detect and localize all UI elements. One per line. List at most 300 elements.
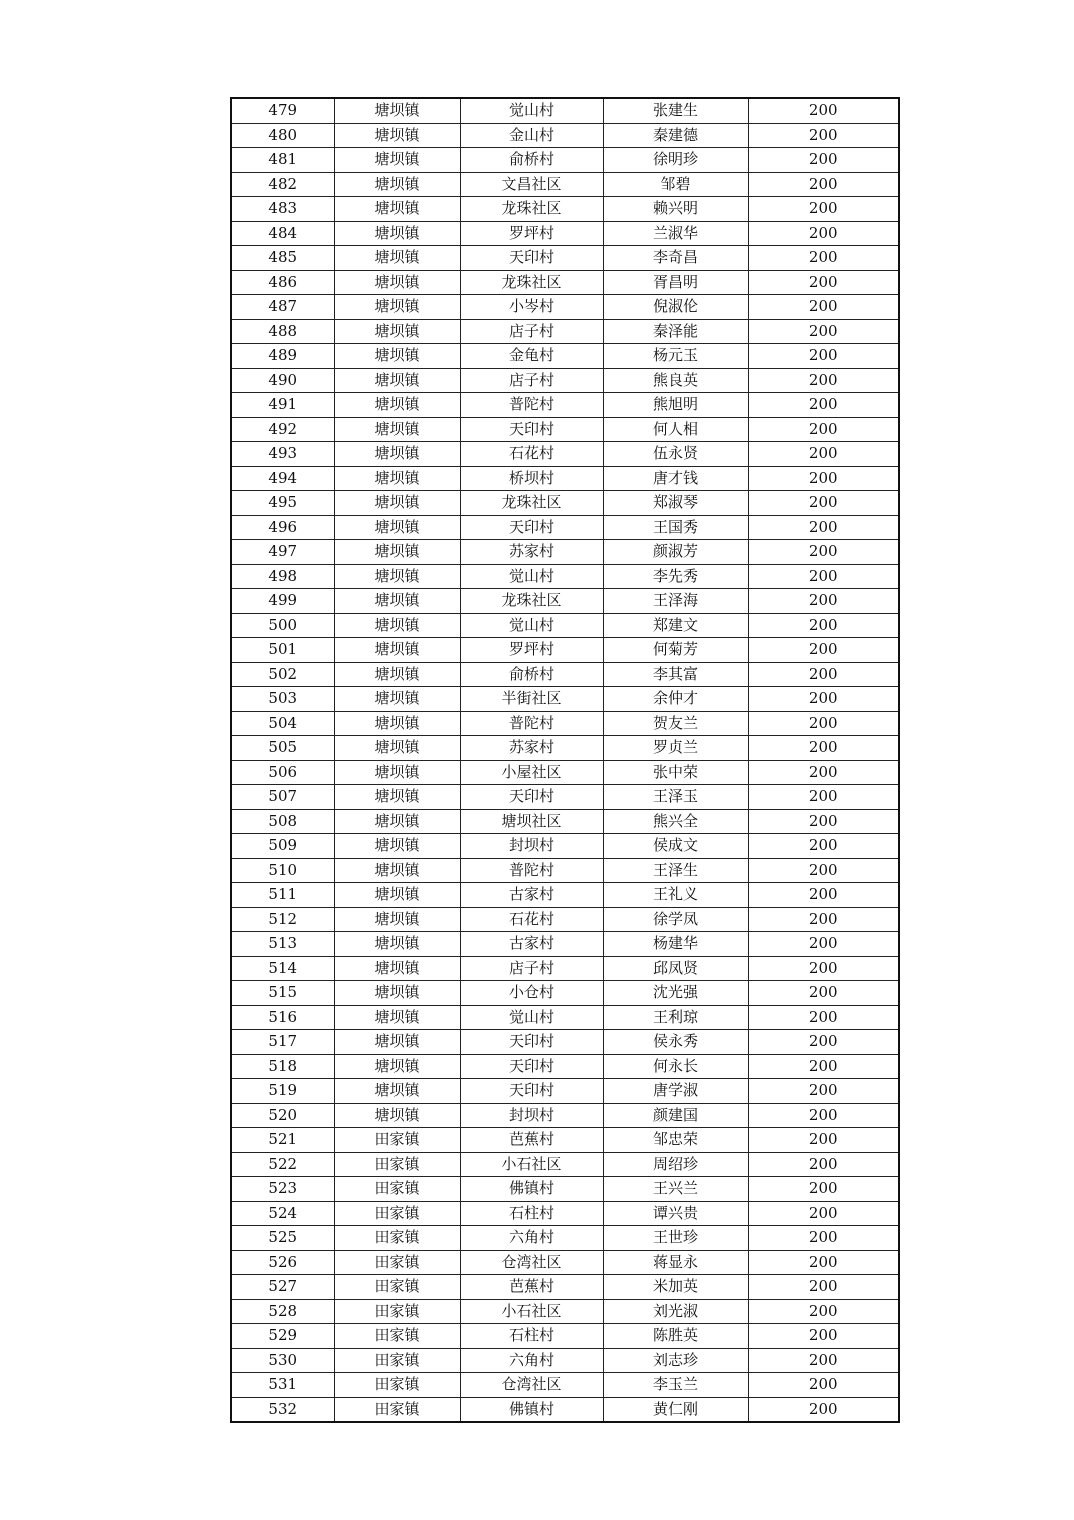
serial-number-cell: 520 xyxy=(231,1103,334,1128)
name-cell: 唐学淑 xyxy=(603,1079,748,1104)
table-row xyxy=(231,1177,899,1202)
town-cell: 塘坝镇 xyxy=(334,956,460,981)
name-cell: 熊兴全 xyxy=(603,809,748,834)
town-cell: 田家镇 xyxy=(334,1275,460,1300)
amount-cell: 200 xyxy=(748,1005,899,1030)
village-cell: 觉山村 xyxy=(460,1005,603,1030)
town-cell: 塘坝镇 xyxy=(334,1054,460,1079)
serial-number-cell: 504 xyxy=(231,711,334,736)
amount-cell: 200 xyxy=(748,1054,899,1079)
amount-cell: 200 xyxy=(748,1324,899,1349)
village-cell: 天印村 xyxy=(460,417,603,442)
town-cell: 田家镇 xyxy=(334,1299,460,1324)
amount-cell: 200 xyxy=(748,172,899,197)
table-row xyxy=(231,295,899,320)
table-row xyxy=(231,858,899,883)
amount-cell: 200 xyxy=(748,1103,899,1128)
town-cell: 塘坝镇 xyxy=(334,172,460,197)
village-cell: 佛镇村 xyxy=(460,1177,603,1202)
name-cell: 伍永贤 xyxy=(603,442,748,467)
amount-cell: 200 xyxy=(748,981,899,1006)
amount-cell: 200 xyxy=(748,1250,899,1275)
name-cell: 侯永秀 xyxy=(603,1030,748,1055)
name-cell: 颜建国 xyxy=(603,1103,748,1128)
amount-cell: 200 xyxy=(748,197,899,222)
village-cell: 罗坪村 xyxy=(460,638,603,663)
table-row xyxy=(231,1250,899,1275)
town-cell: 塘坝镇 xyxy=(334,319,460,344)
serial-number-cell: 495 xyxy=(231,491,334,516)
amount-cell: 200 xyxy=(748,442,899,467)
town-cell: 塘坝镇 xyxy=(334,466,460,491)
table-row xyxy=(231,883,899,908)
town-cell: 塘坝镇 xyxy=(334,540,460,565)
table-row xyxy=(231,1079,899,1104)
amount-cell: 200 xyxy=(748,515,899,540)
village-cell: 天印村 xyxy=(460,1054,603,1079)
table-row xyxy=(231,197,899,222)
serial-number-cell: 500 xyxy=(231,613,334,638)
town-cell: 塘坝镇 xyxy=(334,932,460,957)
table-row xyxy=(231,638,899,663)
serial-number-cell: 531 xyxy=(231,1373,334,1398)
amount-cell: 200 xyxy=(748,393,899,418)
town-cell: 塘坝镇 xyxy=(334,760,460,785)
name-cell: 颜淑芳 xyxy=(603,540,748,565)
town-cell: 塘坝镇 xyxy=(334,834,460,859)
town-cell: 塘坝镇 xyxy=(334,638,460,663)
town-cell: 田家镇 xyxy=(334,1324,460,1349)
town-cell: 塘坝镇 xyxy=(334,981,460,1006)
table-row xyxy=(231,270,899,295)
table-row xyxy=(231,442,899,467)
name-cell: 郑淑琴 xyxy=(603,491,748,516)
table-row xyxy=(231,417,899,442)
name-cell: 胥昌明 xyxy=(603,270,748,295)
village-cell: 金山村 xyxy=(460,123,603,148)
name-cell: 蒋显永 xyxy=(603,1250,748,1275)
town-cell: 塘坝镇 xyxy=(334,858,460,883)
serial-number-cell: 510 xyxy=(231,858,334,883)
village-cell: 龙珠社区 xyxy=(460,270,603,295)
table-row xyxy=(231,981,899,1006)
amount-cell: 200 xyxy=(748,760,899,785)
town-cell: 塘坝镇 xyxy=(334,197,460,222)
amount-cell: 200 xyxy=(748,711,899,736)
amount-cell: 200 xyxy=(748,368,899,393)
name-cell: 王国秀 xyxy=(603,515,748,540)
amount-cell: 200 xyxy=(748,540,899,565)
town-cell: 塘坝镇 xyxy=(334,221,460,246)
village-cell: 龙珠社区 xyxy=(460,197,603,222)
name-cell: 余仲才 xyxy=(603,687,748,712)
table-row xyxy=(231,393,899,418)
serial-number-cell: 482 xyxy=(231,172,334,197)
amount-cell: 200 xyxy=(748,148,899,173)
name-cell: 李奇昌 xyxy=(603,246,748,271)
table-row xyxy=(231,736,899,761)
serial-number-cell: 523 xyxy=(231,1177,334,1202)
village-cell: 小仓村 xyxy=(460,981,603,1006)
serial-number-cell: 497 xyxy=(231,540,334,565)
serial-number-cell: 511 xyxy=(231,883,334,908)
serial-number-cell: 507 xyxy=(231,785,334,810)
name-cell: 李玉兰 xyxy=(603,1373,748,1398)
table-row xyxy=(231,662,899,687)
table-row xyxy=(231,1397,899,1422)
town-cell: 塘坝镇 xyxy=(334,613,460,638)
town-cell: 塘坝镇 xyxy=(334,1103,460,1128)
name-cell: 杨建华 xyxy=(603,932,748,957)
amount-cell: 200 xyxy=(748,613,899,638)
village-cell: 觉山村 xyxy=(460,613,603,638)
town-cell: 田家镇 xyxy=(334,1397,460,1422)
serial-number-cell: 496 xyxy=(231,515,334,540)
table-row xyxy=(231,148,899,173)
village-cell: 石花村 xyxy=(460,442,603,467)
serial-number-cell: 522 xyxy=(231,1152,334,1177)
village-cell: 金龟村 xyxy=(460,344,603,369)
table-row xyxy=(231,834,899,859)
serial-number-cell: 483 xyxy=(231,197,334,222)
table-row xyxy=(231,589,899,614)
name-cell: 张建生 xyxy=(603,98,748,123)
name-cell: 秦泽能 xyxy=(603,319,748,344)
amount-cell: 200 xyxy=(748,1275,899,1300)
name-cell: 王泽生 xyxy=(603,858,748,883)
town-cell: 塘坝镇 xyxy=(334,270,460,295)
table-row xyxy=(231,172,899,197)
amount-cell: 200 xyxy=(748,221,899,246)
serial-number-cell: 498 xyxy=(231,564,334,589)
village-cell: 普陀村 xyxy=(460,711,603,736)
amount-cell: 200 xyxy=(748,1128,899,1153)
village-cell: 文昌社区 xyxy=(460,172,603,197)
town-cell: 塘坝镇 xyxy=(334,809,460,834)
town-cell: 塘坝镇 xyxy=(334,344,460,369)
amount-cell: 200 xyxy=(748,319,899,344)
town-cell: 田家镇 xyxy=(334,1373,460,1398)
village-cell: 半街社区 xyxy=(460,687,603,712)
name-cell: 王利琼 xyxy=(603,1005,748,1030)
town-cell: 塘坝镇 xyxy=(334,295,460,320)
table-row xyxy=(231,1103,899,1128)
table-row xyxy=(231,1005,899,1030)
serial-number-cell: 487 xyxy=(231,295,334,320)
table-row xyxy=(231,907,899,932)
serial-number-cell: 526 xyxy=(231,1250,334,1275)
village-cell: 店子村 xyxy=(460,368,603,393)
amount-cell: 200 xyxy=(748,638,899,663)
table-row xyxy=(231,1152,899,1177)
amount-cell: 200 xyxy=(748,1348,899,1373)
amount-cell: 200 xyxy=(748,1226,899,1251)
serial-number-cell: 508 xyxy=(231,809,334,834)
amount-cell: 200 xyxy=(748,1397,899,1422)
name-cell: 李先秀 xyxy=(603,564,748,589)
amount-cell: 200 xyxy=(748,809,899,834)
name-cell: 米加英 xyxy=(603,1275,748,1300)
town-cell: 塘坝镇 xyxy=(334,907,460,932)
amount-cell: 200 xyxy=(748,907,899,932)
table-row xyxy=(231,319,899,344)
town-cell: 塘坝镇 xyxy=(334,711,460,736)
amount-cell: 200 xyxy=(748,1152,899,1177)
village-cell: 石柱村 xyxy=(460,1201,603,1226)
amount-cell: 200 xyxy=(748,736,899,761)
serial-number-cell: 527 xyxy=(231,1275,334,1300)
village-cell: 俞桥村 xyxy=(460,662,603,687)
serial-number-cell: 512 xyxy=(231,907,334,932)
name-cell: 何永长 xyxy=(603,1054,748,1079)
table-row xyxy=(231,711,899,736)
name-cell: 周绍珍 xyxy=(603,1152,748,1177)
amount-cell: 200 xyxy=(748,589,899,614)
table-row xyxy=(231,466,899,491)
amount-cell: 200 xyxy=(748,1177,899,1202)
serial-number-cell: 514 xyxy=(231,956,334,981)
serial-number-cell: 502 xyxy=(231,662,334,687)
name-cell: 王世珍 xyxy=(603,1226,748,1251)
town-cell: 塘坝镇 xyxy=(334,123,460,148)
village-cell: 芭蕉村 xyxy=(460,1275,603,1300)
serial-number-cell: 506 xyxy=(231,760,334,785)
serial-number-cell: 515 xyxy=(231,981,334,1006)
town-cell: 塘坝镇 xyxy=(334,1079,460,1104)
amount-cell: 200 xyxy=(748,883,899,908)
table-row xyxy=(231,98,899,123)
serial-number-cell: 480 xyxy=(231,123,334,148)
table-row xyxy=(231,491,899,516)
village-cell: 觉山村 xyxy=(460,98,603,123)
village-cell: 塘坝社区 xyxy=(460,809,603,834)
village-cell: 封坝村 xyxy=(460,834,603,859)
village-cell: 芭蕉村 xyxy=(460,1128,603,1153)
name-cell: 侯成文 xyxy=(603,834,748,859)
name-cell: 邹碧 xyxy=(603,172,748,197)
name-cell: 王泽海 xyxy=(603,589,748,614)
serial-number-cell: 503 xyxy=(231,687,334,712)
table-row xyxy=(231,760,899,785)
village-cell: 佛镇村 xyxy=(460,1397,603,1422)
name-cell: 王礼义 xyxy=(603,883,748,908)
amount-cell: 200 xyxy=(748,956,899,981)
village-cell: 古家村 xyxy=(460,883,603,908)
serial-number-cell: 525 xyxy=(231,1226,334,1251)
serial-number-cell: 491 xyxy=(231,393,334,418)
amount-cell: 200 xyxy=(748,564,899,589)
table-row xyxy=(231,932,899,957)
name-cell: 徐学凤 xyxy=(603,907,748,932)
village-cell: 俞桥村 xyxy=(460,148,603,173)
town-cell: 塘坝镇 xyxy=(334,442,460,467)
serial-number-cell: 489 xyxy=(231,344,334,369)
village-cell: 小岑村 xyxy=(460,295,603,320)
village-cell: 罗坪村 xyxy=(460,221,603,246)
amount-cell: 200 xyxy=(748,662,899,687)
serial-number-cell: 499 xyxy=(231,589,334,614)
village-cell: 普陀村 xyxy=(460,858,603,883)
amount-cell: 200 xyxy=(748,1030,899,1055)
name-cell: 贺友兰 xyxy=(603,711,748,736)
name-cell: 谭兴贵 xyxy=(603,1201,748,1226)
town-cell: 田家镇 xyxy=(334,1201,460,1226)
table-row xyxy=(231,785,899,810)
town-cell: 塘坝镇 xyxy=(334,417,460,442)
name-cell: 倪淑伦 xyxy=(603,295,748,320)
amount-cell: 200 xyxy=(748,1373,899,1398)
town-cell: 塘坝镇 xyxy=(334,98,460,123)
serial-number-cell: 524 xyxy=(231,1201,334,1226)
village-cell: 觉山村 xyxy=(460,564,603,589)
village-cell: 店子村 xyxy=(460,319,603,344)
town-cell: 塘坝镇 xyxy=(334,662,460,687)
village-cell: 龙珠社区 xyxy=(460,589,603,614)
town-cell: 塘坝镇 xyxy=(334,246,460,271)
table-row xyxy=(231,540,899,565)
serial-number-cell: 486 xyxy=(231,270,334,295)
name-cell: 陈胜英 xyxy=(603,1324,748,1349)
table-row xyxy=(231,246,899,271)
name-cell: 秦建德 xyxy=(603,123,748,148)
town-cell: 塘坝镇 xyxy=(334,564,460,589)
name-cell: 李其富 xyxy=(603,662,748,687)
name-cell: 王兴兰 xyxy=(603,1177,748,1202)
table-body xyxy=(231,98,899,1422)
table-row xyxy=(231,613,899,638)
serial-number-cell: 490 xyxy=(231,368,334,393)
serial-number-cell: 517 xyxy=(231,1030,334,1055)
town-cell: 塘坝镇 xyxy=(334,687,460,712)
serial-number-cell: 521 xyxy=(231,1128,334,1153)
village-cell: 天印村 xyxy=(460,515,603,540)
amount-cell: 200 xyxy=(748,687,899,712)
name-cell: 何菊芳 xyxy=(603,638,748,663)
amount-cell: 200 xyxy=(748,270,899,295)
table-row xyxy=(231,368,899,393)
village-cell: 店子村 xyxy=(460,956,603,981)
amount-cell: 200 xyxy=(748,295,899,320)
name-cell: 兰淑华 xyxy=(603,221,748,246)
serial-number-cell: 481 xyxy=(231,148,334,173)
table-row xyxy=(231,1373,899,1398)
serial-number-cell: 492 xyxy=(231,417,334,442)
town-cell: 田家镇 xyxy=(334,1226,460,1251)
serial-number-cell: 509 xyxy=(231,834,334,859)
village-cell: 天印村 xyxy=(460,246,603,271)
name-cell: 何人相 xyxy=(603,417,748,442)
town-cell: 田家镇 xyxy=(334,1348,460,1373)
town-cell: 塘坝镇 xyxy=(334,368,460,393)
village-cell: 封坝村 xyxy=(460,1103,603,1128)
serial-number-cell: 485 xyxy=(231,246,334,271)
serial-number-cell: 484 xyxy=(231,221,334,246)
town-cell: 田家镇 xyxy=(334,1250,460,1275)
town-cell: 塘坝镇 xyxy=(334,785,460,810)
town-cell: 田家镇 xyxy=(334,1177,460,1202)
amount-cell: 200 xyxy=(748,98,899,123)
serial-number-cell: 493 xyxy=(231,442,334,467)
amount-cell: 200 xyxy=(748,466,899,491)
serial-number-cell: 518 xyxy=(231,1054,334,1079)
name-cell: 熊良英 xyxy=(603,368,748,393)
amount-cell: 200 xyxy=(748,246,899,271)
name-cell: 刘光淑 xyxy=(603,1299,748,1324)
table-row xyxy=(231,344,899,369)
village-cell: 天印村 xyxy=(460,1030,603,1055)
town-cell: 田家镇 xyxy=(334,1152,460,1177)
name-cell: 罗贞兰 xyxy=(603,736,748,761)
amount-cell: 200 xyxy=(748,344,899,369)
serial-number-cell: 513 xyxy=(231,932,334,957)
serial-number-cell: 528 xyxy=(231,1299,334,1324)
village-cell: 石花村 xyxy=(460,907,603,932)
village-cell: 苏家村 xyxy=(460,540,603,565)
village-cell: 仓湾社区 xyxy=(460,1373,603,1398)
table-row xyxy=(231,1128,899,1153)
village-cell: 桥坝村 xyxy=(460,466,603,491)
serial-number-cell: 488 xyxy=(231,319,334,344)
table-row xyxy=(231,123,899,148)
town-cell: 塘坝镇 xyxy=(334,1030,460,1055)
table-row xyxy=(231,1201,899,1226)
village-cell: 小石社区 xyxy=(460,1299,603,1324)
town-cell: 塘坝镇 xyxy=(334,393,460,418)
village-cell: 苏家村 xyxy=(460,736,603,761)
table-row xyxy=(231,1054,899,1079)
town-cell: 塘坝镇 xyxy=(334,491,460,516)
village-cell: 龙珠社区 xyxy=(460,491,603,516)
amount-cell: 200 xyxy=(748,858,899,883)
village-cell: 天印村 xyxy=(460,1079,603,1104)
name-cell: 黄仁刚 xyxy=(603,1397,748,1422)
amount-cell: 200 xyxy=(748,1299,899,1324)
amount-cell: 200 xyxy=(748,785,899,810)
name-cell: 邱凤贤 xyxy=(603,956,748,981)
table-row xyxy=(231,809,899,834)
village-cell: 小石社区 xyxy=(460,1152,603,1177)
name-cell: 唐才钱 xyxy=(603,466,748,491)
name-cell: 徐明珍 xyxy=(603,148,748,173)
village-cell: 六角村 xyxy=(460,1348,603,1373)
village-cell: 石柱村 xyxy=(460,1324,603,1349)
name-cell: 王泽玉 xyxy=(603,785,748,810)
serial-number-cell: 530 xyxy=(231,1348,334,1373)
name-cell: 杨元玉 xyxy=(603,344,748,369)
table-row xyxy=(231,1030,899,1055)
table-row xyxy=(231,1324,899,1349)
town-cell: 塘坝镇 xyxy=(334,148,460,173)
table-row xyxy=(231,1275,899,1300)
name-cell: 郑建文 xyxy=(603,613,748,638)
amount-cell: 200 xyxy=(748,1201,899,1226)
village-cell: 普陀村 xyxy=(460,393,603,418)
table-row xyxy=(231,1226,899,1251)
serial-number-cell: 516 xyxy=(231,1005,334,1030)
amount-cell: 200 xyxy=(748,491,899,516)
amount-cell: 200 xyxy=(748,932,899,957)
serial-number-cell: 501 xyxy=(231,638,334,663)
serial-number-cell: 494 xyxy=(231,466,334,491)
name-cell: 沈光强 xyxy=(603,981,748,1006)
village-cell: 天印村 xyxy=(460,785,603,810)
town-cell: 塘坝镇 xyxy=(334,883,460,908)
table-row xyxy=(231,221,899,246)
amount-cell: 200 xyxy=(748,417,899,442)
village-cell: 古家村 xyxy=(460,932,603,957)
name-cell: 邹忠荣 xyxy=(603,1128,748,1153)
town-cell: 塘坝镇 xyxy=(334,736,460,761)
